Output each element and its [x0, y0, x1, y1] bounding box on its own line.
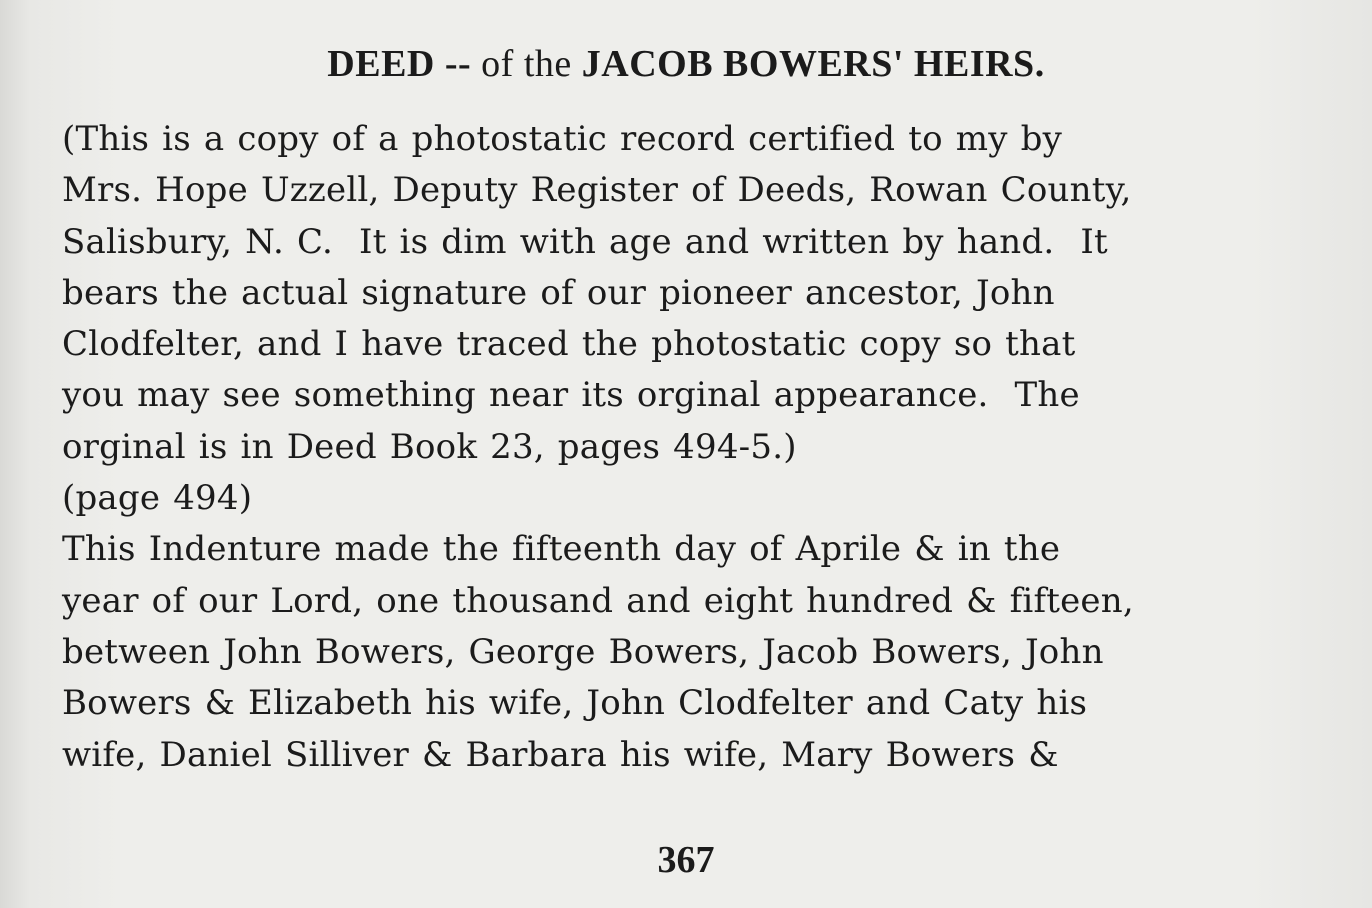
text-line: you may see something near its orginal appearance. The — [62, 375, 1080, 416]
title-part-deed: DEED -- — [327, 43, 482, 85]
text-line: bears the actual signature of our pioneer ancestor, John — [62, 272, 1055, 313]
text-line: Clodfelter, and I have traced the photostatic copy so that — [62, 324, 1076, 365]
deed-title — [0, 40, 1372, 88]
text-line: Bowers & Elizabeth his wife, John Clodfelter and Caty his — [62, 683, 1088, 724]
text-line: Mrs. Hope Uzzell, Deputy Register of Deeds, Rowan County, — [62, 170, 1132, 211]
title-part-heirs: JACOB BOWERS' HEIRS. — [571, 43, 1045, 85]
title-part-of-the: of the — [481, 43, 572, 85]
text-line: between John Bowers, George Bowers, Jacob Bowers, John — [62, 631, 1104, 672]
text-line: Salisbury, N. C. It is dim with age and written by hand. It — [62, 221, 1108, 262]
text-line: (This is a copy of a photostatic record certified to my by — [62, 119, 1063, 159]
deed-body-text — [62, 114, 1352, 781]
page-number: 367 — [657, 839, 715, 881]
text-line: year of our Lord, one thousand and eight hundred & fifteen, — [62, 580, 1134, 621]
text-line: orginal is in Deed Book 23, pages 494-5.) — [62, 426, 797, 467]
text-line: wife, Daniel Silliver & Barbara his wife, Mary Bowers & — [62, 734, 1059, 775]
page-reference-line: (page 494) — [62, 478, 253, 519]
text-line: This Indenture made the fifteenth day of Aprile & in the — [62, 529, 1061, 570]
